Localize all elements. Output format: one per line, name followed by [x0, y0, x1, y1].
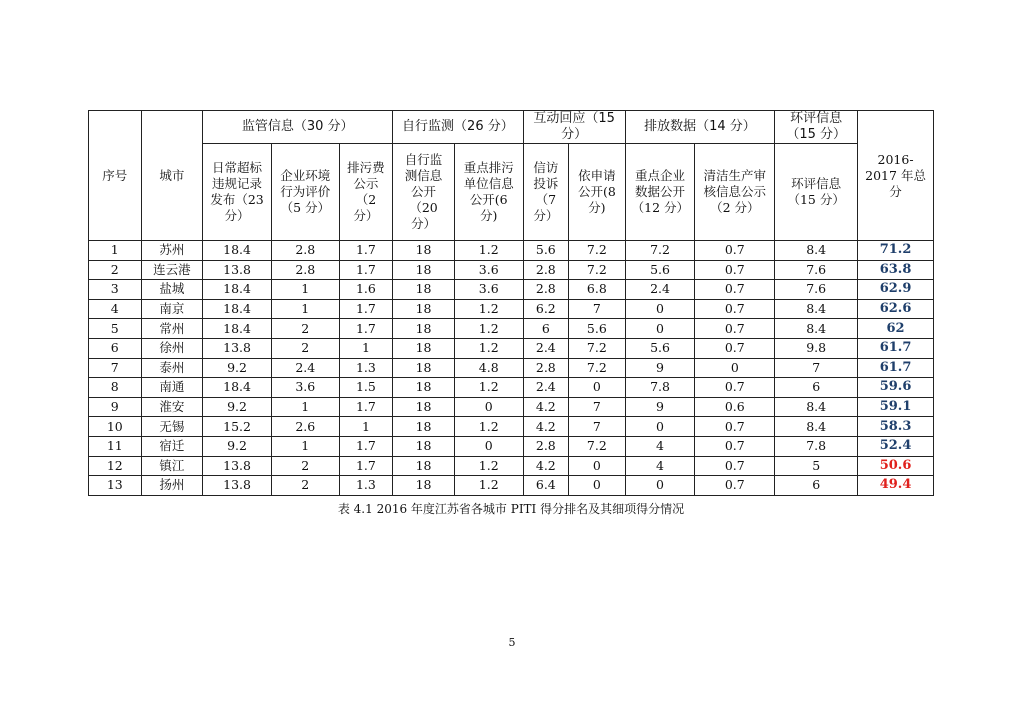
score-cell: 7.6: [775, 260, 858, 280]
header-total: [858, 111, 934, 241]
row-total: 61.7: [858, 358, 934, 378]
score-cell: 18: [393, 378, 455, 398]
score-cell: 7: [569, 397, 626, 417]
score-cell: 2.8: [271, 241, 339, 261]
score-cell: 1.2: [454, 241, 523, 261]
score-cell: 1: [271, 280, 339, 300]
score-cell: 7: [569, 417, 626, 437]
table-row: [89, 241, 934, 261]
header-key-enterprise: [625, 144, 695, 241]
score-cell: 6.4: [523, 476, 568, 496]
row-index: 11: [89, 436, 142, 456]
header-discharge-fee-label: 排污费公示（2 分）: [347, 160, 385, 223]
table-row: [89, 417, 934, 437]
score-cell: 9.2: [203, 397, 272, 417]
score-cell: 2.4: [523, 338, 568, 358]
row-index: 3: [89, 280, 142, 300]
score-cell: 1: [339, 417, 393, 437]
row-city: 盐城: [141, 280, 203, 300]
score-cell: 1.2: [454, 417, 523, 437]
row-index: 6: [89, 338, 142, 358]
score-cell: 18: [393, 338, 455, 358]
score-cell: 18: [393, 319, 455, 339]
row-total: 49.4: [858, 476, 934, 496]
row-total: 61.7: [858, 338, 934, 358]
score-cell: 7: [569, 299, 626, 319]
score-cell: 0.7: [695, 476, 775, 496]
score-cell: 1: [271, 299, 339, 319]
header-self-monitor-info-label: 自行监测信息公开（20 分）: [404, 152, 443, 231]
row-index: 1: [89, 241, 142, 261]
score-cell: 2.8: [523, 358, 568, 378]
score-cell: 1.7: [339, 319, 393, 339]
score-cell: 2.4: [625, 280, 695, 300]
header-eia-info: [775, 144, 858, 241]
row-city: 徐州: [141, 338, 203, 358]
score-cell: 0.7: [695, 280, 775, 300]
row-index: 13: [89, 476, 142, 496]
header-group-interaction: 互动回应（15 分）: [523, 111, 625, 144]
header-enterprise-eval: [271, 144, 339, 241]
table-row: [89, 280, 934, 300]
header-index: 序号: [89, 111, 142, 241]
table-row: [89, 378, 934, 398]
score-cell: 8.4: [775, 319, 858, 339]
table-row: [89, 456, 934, 476]
score-cell: 2.8: [523, 280, 568, 300]
score-cell: 1.7: [339, 436, 393, 456]
score-cell: 1.2: [454, 456, 523, 476]
table-row: [89, 338, 934, 358]
score-cell: 8.4: [775, 241, 858, 261]
score-cell: 2.4: [271, 358, 339, 378]
score-cell: 9: [625, 397, 695, 417]
score-cell: 1.7: [339, 299, 393, 319]
score-cell: 1.7: [339, 397, 393, 417]
piti-score-table: [88, 110, 934, 496]
score-cell: 1: [271, 436, 339, 456]
score-cell: 7.2: [569, 338, 626, 358]
score-cell: 0.7: [695, 260, 775, 280]
row-total: 59.6: [858, 378, 934, 398]
score-cell: 18: [393, 280, 455, 300]
score-cell: 6: [523, 319, 568, 339]
row-index: 12: [89, 456, 142, 476]
score-cell: 1.2: [454, 299, 523, 319]
table-row: [89, 260, 934, 280]
row-index: 8: [89, 378, 142, 398]
header-city: 城市: [141, 111, 203, 241]
score-cell: 2.8: [523, 436, 568, 456]
score-cell: 13.8: [203, 260, 272, 280]
header-petition: [523, 144, 568, 241]
score-cell: 0: [625, 417, 695, 437]
score-cell: 0.7: [695, 436, 775, 456]
header-eia-info-label: 环评信息（15 分）: [787, 176, 845, 207]
score-cell: 18.4: [203, 319, 272, 339]
score-cell: 13.8: [203, 476, 272, 496]
score-cell: 0: [625, 319, 695, 339]
score-cell: 0: [454, 397, 523, 417]
score-cell: 0: [454, 436, 523, 456]
header-group-eia-label: 环评信息（15 分）: [786, 111, 847, 142]
score-cell: 7.2: [569, 241, 626, 261]
score-cell: 2: [271, 338, 339, 358]
score-cell: 18.4: [203, 378, 272, 398]
score-cell: 9.2: [203, 358, 272, 378]
score-cell: 6: [775, 476, 858, 496]
score-cell: 4.2: [523, 456, 568, 476]
score-cell: 18: [393, 358, 455, 378]
score-cell: 5.6: [625, 338, 695, 358]
score-cell: 1.7: [339, 241, 393, 261]
row-index: 5: [89, 319, 142, 339]
score-cell: 7.2: [569, 358, 626, 378]
score-cell: 1: [339, 338, 393, 358]
score-cell: 18: [393, 299, 455, 319]
score-cell: 0.6: [695, 397, 775, 417]
score-cell: 18.4: [203, 299, 272, 319]
header-group-supervision: 监管信息（30 分）: [203, 111, 393, 144]
score-cell: 6: [775, 378, 858, 398]
score-cell: 18: [393, 260, 455, 280]
score-cell: 0: [569, 456, 626, 476]
score-cell: 2: [271, 476, 339, 496]
score-cell: 1.3: [339, 476, 393, 496]
row-total: 63.8: [858, 260, 934, 280]
score-cell: 0: [625, 476, 695, 496]
score-cell: 6.2: [523, 299, 568, 319]
row-total: 71.2: [858, 241, 934, 261]
row-index: 9: [89, 397, 142, 417]
score-cell: 9: [625, 358, 695, 378]
score-cell: 18.4: [203, 241, 272, 261]
table-caption: 表 4.1 2016 年度江苏省各城市 PITI 得分排名及其细项得分情况: [337, 502, 685, 516]
score-cell: 4.2: [523, 397, 568, 417]
score-cell: 1.5: [339, 378, 393, 398]
row-city: 泰州: [141, 358, 203, 378]
row-city: 淮安: [141, 397, 203, 417]
header-petition-label: 信访投诉（7 分）: [533, 160, 559, 223]
score-cell: 3.6: [454, 280, 523, 300]
score-cell: 1.2: [454, 476, 523, 496]
header-cleaner-production-label: 清洁生产审核信息公示（2 分）: [703, 168, 767, 215]
header-total-label: 2016-2017 年总分: [865, 151, 926, 199]
score-cell: 18: [393, 476, 455, 496]
score-cell: 0.7: [695, 338, 775, 358]
score-cell: 8.4: [775, 417, 858, 437]
score-cell: 5.6: [625, 260, 695, 280]
header-self-monitor-info: [393, 144, 455, 241]
row-city: 宿迁: [141, 436, 203, 456]
table-row: [89, 397, 934, 417]
score-cell: 0.7: [695, 241, 775, 261]
row-total: 52.4: [858, 436, 934, 456]
score-cell: 18: [393, 397, 455, 417]
score-cell: 18: [393, 456, 455, 476]
score-cell: 2.6: [271, 417, 339, 437]
score-cell: 15.2: [203, 417, 272, 437]
row-total: 62.6: [858, 299, 934, 319]
score-cell: 3.6: [271, 378, 339, 398]
score-cell: 4: [625, 436, 695, 456]
header-discharge-fee: [339, 144, 393, 241]
score-cell: 18: [393, 417, 455, 437]
row-total: 59.1: [858, 397, 934, 417]
header-daily-exceed: [203, 144, 272, 241]
row-city: 镇江: [141, 456, 203, 476]
score-cell: 0: [569, 476, 626, 496]
header-cleaner-production: [695, 144, 775, 241]
row-total: 62: [858, 319, 934, 339]
score-cell: 9.8: [775, 338, 858, 358]
header-group-emission: 排放数据（14 分）: [625, 111, 775, 144]
score-cell: 4: [625, 456, 695, 476]
score-cell: 0.7: [695, 378, 775, 398]
row-index: 2: [89, 260, 142, 280]
score-cell: 4.8: [454, 358, 523, 378]
score-cell: 1: [271, 397, 339, 417]
score-cell: 2: [271, 456, 339, 476]
score-cell: 0.7: [695, 417, 775, 437]
header-application: [569, 144, 626, 241]
table-row: [89, 299, 934, 319]
row-total: 50.6: [858, 456, 934, 476]
score-cell: 7.6: [775, 280, 858, 300]
table-row: [89, 476, 934, 496]
score-cell: 0.7: [695, 299, 775, 319]
score-cell: 13.8: [203, 338, 272, 358]
score-cell: 1.6: [339, 280, 393, 300]
score-cell: 0.7: [695, 319, 775, 339]
row-city: 苏州: [141, 241, 203, 261]
score-cell: 8.4: [775, 397, 858, 417]
row-city: 南通: [141, 378, 203, 398]
score-cell: 7.8: [775, 436, 858, 456]
row-city: 无锡: [141, 417, 203, 437]
score-cell: 1.2: [454, 378, 523, 398]
score-cell: 1.3: [339, 358, 393, 378]
score-cell: 7.2: [569, 436, 626, 456]
header-key-polluter-label: 重点排污单位信息公开(6 分): [463, 160, 514, 223]
score-cell: 2.4: [523, 378, 568, 398]
score-cell: 5.6: [569, 319, 626, 339]
score-cell: 7.2: [569, 260, 626, 280]
header-key-polluter: [454, 144, 523, 241]
score-cell: 4.2: [523, 417, 568, 437]
page-number: 5: [508, 636, 516, 649]
row-index: 7: [89, 358, 142, 378]
score-cell: 2.8: [271, 260, 339, 280]
score-cell: 8.4: [775, 299, 858, 319]
header-key-enterprise-label: 重点企业数据公开（12 分）: [631, 168, 690, 215]
score-cell: 18: [393, 241, 455, 261]
score-cell: 6.8: [569, 280, 626, 300]
score-cell: 1.7: [339, 260, 393, 280]
row-total: 62.9: [858, 280, 934, 300]
header-group-eia: [775, 111, 858, 144]
score-cell: 2.8: [523, 260, 568, 280]
score-cell: 2: [271, 319, 339, 339]
score-cell: 7: [775, 358, 858, 378]
table-row: [89, 358, 934, 378]
header-application-label: 依申请公开(8 分): [577, 168, 616, 215]
row-city: 常州: [141, 319, 203, 339]
score-cell: 13.8: [203, 456, 272, 476]
row-index: 4: [89, 299, 142, 319]
score-cell: 0: [569, 378, 626, 398]
row-city: 连云港: [141, 260, 203, 280]
table-row: [89, 436, 934, 456]
header-enterprise-eval-label: 企业环境行为评价（5 分）: [280, 168, 331, 215]
score-cell: 5: [775, 456, 858, 476]
header-daily-exceed-label: 日常超标违规记录发布（23 分）: [210, 160, 264, 223]
score-cell: 1.2: [454, 319, 523, 339]
row-total: 58.3: [858, 417, 934, 437]
row-city: 扬州: [141, 476, 203, 496]
score-cell: 0.7: [695, 456, 775, 476]
table-body: [89, 241, 934, 496]
score-cell: 5.6: [523, 241, 568, 261]
score-cell: 0: [695, 358, 775, 378]
score-cell: 1.2: [454, 338, 523, 358]
row-city: 南京: [141, 299, 203, 319]
score-cell: 7.8: [625, 378, 695, 398]
row-index: 10: [89, 417, 142, 437]
score-cell: 0: [625, 299, 695, 319]
score-cell: 1.7: [339, 456, 393, 476]
header-group-self-monitoring: 自行监测（26 分）: [393, 111, 523, 144]
score-cell: 3.6: [454, 260, 523, 280]
score-cell: 9.2: [203, 436, 272, 456]
table-row: [89, 319, 934, 339]
score-cell: 18.4: [203, 280, 272, 300]
score-cell: 7.2: [625, 241, 695, 261]
score-cell: 18: [393, 436, 455, 456]
